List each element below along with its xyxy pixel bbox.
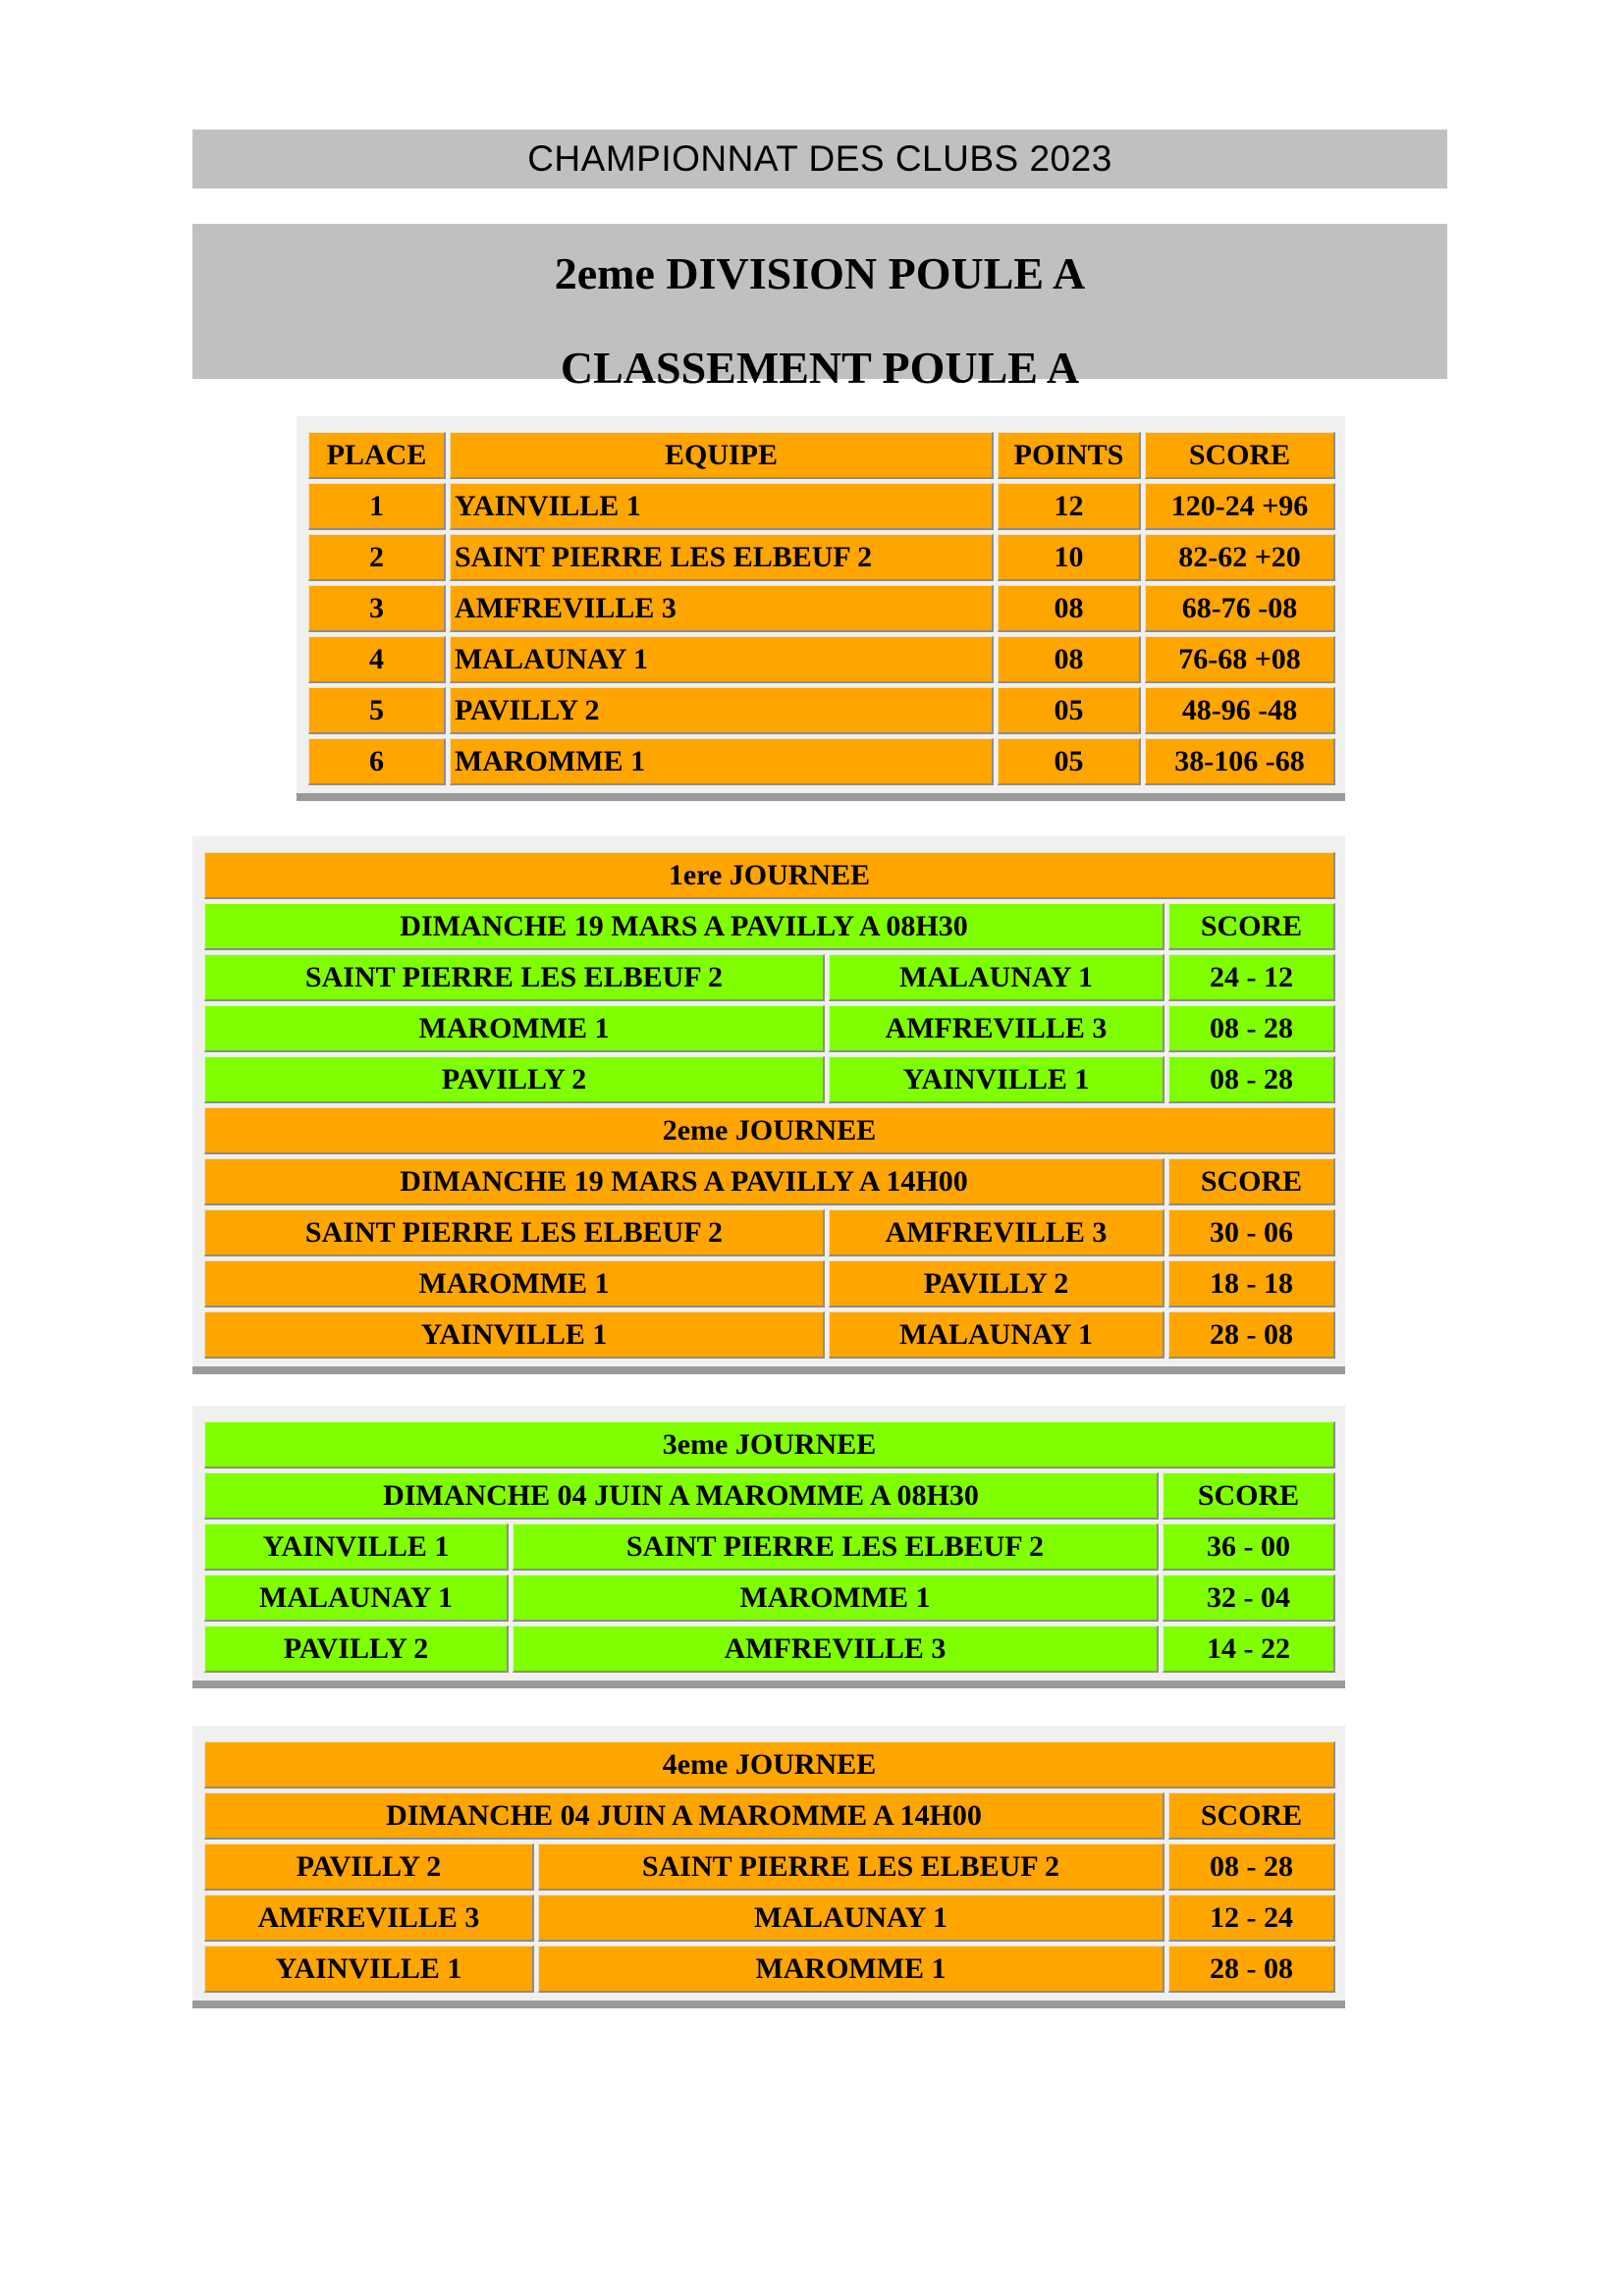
standings-place: 4 (308, 636, 446, 683)
away-team: SAINT PIERRE LES ELBEUF 2 (538, 1843, 1164, 1891)
match-score: 08 - 28 (1168, 1843, 1335, 1891)
home-team: MALAUNAY 1 (204, 1575, 509, 1622)
home-team: PAVILLY 2 (204, 1056, 825, 1103)
standings-points: 08 (998, 636, 1141, 683)
away-team: AMFREVILLE 3 (829, 1209, 1164, 1256)
journees-1-2-table (192, 836, 1345, 1374)
standings-score: 76-68 +08 (1145, 636, 1335, 683)
division-title: 2eme DIVISION POULE A (554, 248, 1086, 298)
journee-date: DIMANCHE 19 MARS A PAVILLY A 08H30 (204, 903, 1164, 950)
standings-points: 12 (998, 483, 1141, 530)
standings-header-team: EQUIPE (450, 432, 994, 479)
away-team: MAROMME 1 (538, 1946, 1164, 1993)
standings-team: PAVILLY 2 (450, 687, 994, 734)
score-header: SCORE (1168, 1792, 1335, 1840)
championship-title: CHAMPIONNAT DES CLUBS 2023 (527, 138, 1112, 179)
journee-title: 2eme JOURNEE (204, 1107, 1335, 1154)
home-team: PAVILLY 2 (204, 1843, 534, 1891)
match-score: 18 - 18 (1168, 1260, 1335, 1308)
score-header: SCORE (1163, 1472, 1335, 1520)
match-score: 12 - 24 (1168, 1895, 1335, 1942)
journee-3-table (192, 1406, 1345, 1688)
standings-place: 2 (308, 534, 446, 581)
division-banner (192, 224, 1447, 393)
standings-header-place: PLACE (308, 432, 446, 479)
away-team: AMFREVILLE 3 (829, 1005, 1164, 1052)
match-score: 28 - 08 (1168, 1311, 1335, 1359)
standings-place: 6 (308, 738, 446, 785)
away-team: MALAUNAY 1 (829, 954, 1164, 1001)
championship-banner (192, 130, 1447, 188)
standings-points: 05 (998, 738, 1141, 785)
journee-title: 4eme JOURNEE (204, 1741, 1335, 1789)
home-team: YAINVILLE 1 (204, 1523, 509, 1571)
standings-score: 48-96 -48 (1145, 687, 1335, 734)
home-team: AMFREVILLE 3 (204, 1895, 534, 1942)
standings-team: AMFREVILLE 3 (450, 585, 994, 632)
standings-place: 3 (308, 585, 446, 632)
standings-team: MAROMME 1 (450, 738, 994, 785)
away-team: PAVILLY 2 (829, 1260, 1164, 1308)
home-team: YAINVILLE 1 (204, 1311, 825, 1359)
home-team: YAINVILLE 1 (204, 1946, 534, 1993)
classement-title: CLASSEMENT POULE A (560, 343, 1080, 393)
home-team: MAROMME 1 (204, 1005, 825, 1052)
match-score: 14 - 22 (1163, 1626, 1335, 1673)
home-team: SAINT PIERRE LES ELBEUF 2 (204, 1209, 825, 1256)
journee-4-table (192, 1726, 1345, 2008)
home-team: PAVILLY 2 (204, 1626, 509, 1673)
match-score: 28 - 08 (1168, 1946, 1335, 1993)
standings-score: 120-24 +96 (1145, 483, 1335, 530)
journee-date: DIMANCHE 04 JUIN A MAROMME A 08H30 (204, 1472, 1159, 1520)
standings-place: 5 (308, 687, 446, 734)
standings-score: 68-76 -08 (1145, 585, 1335, 632)
standings-points: 10 (998, 534, 1141, 581)
home-team: SAINT PIERRE LES ELBEUF 2 (204, 954, 825, 1001)
standings-points: 08 (998, 585, 1141, 632)
away-team: AMFREVILLE 3 (513, 1626, 1159, 1673)
standings-team: YAINVILLE 1 (450, 483, 994, 530)
match-score: 30 - 06 (1168, 1209, 1335, 1256)
home-team: MAROMME 1 (204, 1260, 825, 1308)
journee-date: DIMANCHE 19 MARS A PAVILLY A 14H00 (204, 1158, 1164, 1205)
journee-date: DIMANCHE 04 JUIN A MAROMME A 14H00 (204, 1792, 1164, 1840)
score-header: SCORE (1168, 1158, 1335, 1205)
match-score: 08 - 28 (1168, 1005, 1335, 1052)
away-team: YAINVILLE 1 (829, 1056, 1164, 1103)
journee-title: 1ere JOURNEE (204, 852, 1335, 899)
standings-points: 05 (998, 687, 1141, 734)
away-team: MALAUNAY 1 (538, 1895, 1164, 1942)
standings-table (297, 416, 1345, 801)
standings-score: 82-62 +20 (1145, 534, 1335, 581)
away-team: MAROMME 1 (513, 1575, 1159, 1622)
standings-team: SAINT PIERRE LES ELBEUF 2 (450, 534, 994, 581)
match-score: 24 - 12 (1168, 954, 1335, 1001)
standings-header-score: SCORE (1145, 432, 1335, 479)
standings-place: 1 (308, 483, 446, 530)
standings-header-points: POINTS (998, 432, 1141, 479)
away-team: MALAUNAY 1 (829, 1311, 1164, 1359)
away-team: SAINT PIERRE LES ELBEUF 2 (513, 1523, 1159, 1571)
standings-team: MALAUNAY 1 (450, 636, 994, 683)
score-header: SCORE (1168, 903, 1335, 950)
match-score: 36 - 00 (1163, 1523, 1335, 1571)
match-score: 32 - 04 (1163, 1575, 1335, 1622)
journee-title: 3eme JOURNEE (204, 1421, 1335, 1468)
match-score: 08 - 28 (1168, 1056, 1335, 1103)
standings-score: 38-106 -68 (1145, 738, 1335, 785)
